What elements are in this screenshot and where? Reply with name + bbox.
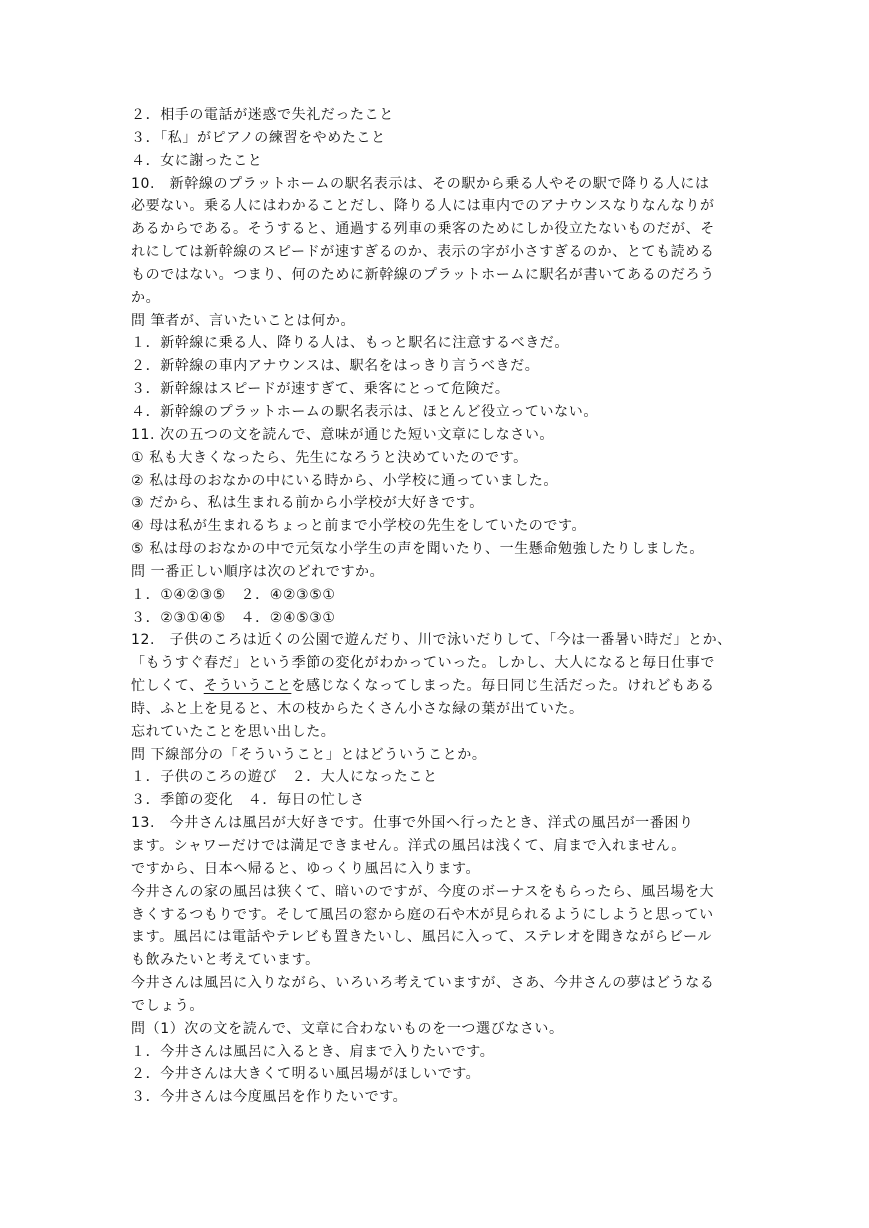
option-line: １．子供のころの遊び ２．大人になったこと [131,769,438,786]
sentence-line: ③ だから、私は生まれる前から小学校が大好きです。 [131,495,484,512]
sentence-line: ① 私も大きくなったら、先生になろうと決めていたのです。 [131,449,528,466]
passage-line: 今井さんは風呂に入りながら、いろいろ考えていますが、さあ、今井さんの夢はどうなる [131,975,715,992]
passage-line: れにしては新幹線のスピードが速すぎるのか、表示の字が小さすぎるのか、とても読める [131,244,715,261]
option-line: ４．女に謝ったこと [131,152,263,169]
passage-line: も飲みたいと考えています。 [131,952,320,969]
passage-line: 必要ない。乗る人にはわかることだし、降りる人には車内でのアナウンスなりなんなりが [131,198,715,215]
passage-line: ですから、日本へ帰ると、ゆっくり風呂に入ります。 [131,860,481,877]
passage-line: か。 [131,289,161,306]
passage-line: あるからである。そうすると、通過する列車の乗客のためにしか役立たないものだが、そ [131,221,715,238]
option-line: ３．季節の変化 ４．毎日の忙しさ [131,792,365,809]
passage-line: ます。風呂には電話やテレビも置きたいし、風呂に入って、ステレオを聞きながらビール [131,929,712,946]
question-line: 問（1）次の文を読んで、文章に合わないものを一つ選びなさい。 [131,1020,564,1037]
text-segment: を感じなくなってしまった。毎日同じ生活だった。けれどもある [291,678,715,695]
passage-line: きくするつもりです。そして風呂の窓から庭の石や木が見られるようにしようと思ってい [131,906,714,923]
option-line: １．①④②③⑤ ２．④②③⑤① [131,586,336,603]
option-line: １．今井さんは風呂に入るとき、肩まで入りたいです。 [131,1043,495,1060]
document-body [131,104,741,1109]
passage-line: 忘れていたことを思い出した。 [131,723,336,740]
option-line: ２．相手の電話が迷惑で失礼だったこと [131,107,394,123]
passage-line: 12. 子供のころは近くの公園で遊んだり、川で泳いだりして、「今は一番暑い時だ」とか、 [131,632,732,649]
question-line: 問 一番正しい順序は次のどれですか。 [131,563,385,580]
text-segment: 忙しくて、 [131,678,204,695]
option-line: ３．②③①④⑤ ４．②④⑤③① [131,609,336,626]
passage-line: 「もうすぐ春だ」という季節の変化がわかっていった。しかし、大人になると毎日仕事で [131,655,715,672]
passage-line: 13. 今井さんは風呂が大好きです。仕事で外国へ行ったとき、洋式の風呂が一番困り [131,815,694,832]
passage-line: ものではない。つまり、何のために新幹線のプラットホームに駅名が書いてあるのだろう [131,266,715,283]
question-line: 問 筆者が、言いたいことは何か。 [131,312,356,329]
passage-line: ます。シャワーだけでは満足できません。洋式の風呂は浅くて、肩まで入れません。 [131,838,686,854]
option-line: １．新幹線に乗る人、降りる人は、もっと駅名に注意するべきだ。 [131,335,569,352]
passage-line: 10. 新幹線のプラットホームの駅名表示は、その駅から乗る人やその駅で降りる人には [131,175,710,192]
option-line: ３．今井さんは今度風呂を作りたいです。 [131,1089,408,1106]
passage-line: でしょう。 [131,997,204,1014]
option-line: ２．新幹線の車内アナウンスは、駅名をはっきり言うべきだ。 [131,358,540,375]
sentence-line: ④ 母は私が生まれるちょっと前まで小学校の先生をしていたのです。 [131,518,587,535]
passage-line: 時、ふと上を見ると、木の枝からたくさん小さな緑の葉が出ていた。 [131,700,584,717]
option-line: ３．新幹線はスピードが速すぎて、乗客にとって危険だ。 [131,381,510,398]
sentence-line: ② 私は母のおなかの中にいる時から、小学校に通っていました。 [131,472,558,489]
option-line: ２．今井さんは大きくて明るい風呂場がほしいです。 [131,1066,481,1083]
question-line: 問 下線部分の「そういうこと」とはどういうことか。 [131,746,487,763]
option-line: ３．「私」がピアノの練習をやめたこと [131,129,386,146]
underlined-phrase: そういうこと [203,678,292,695]
question-heading: 11. 次の五つの文を読んで、意味が通じた短い文章にしなさい。 [131,426,555,443]
option-line: ４．新幹線のプラットホームの駅名表示は、ほとんど役立っていない。 [131,403,598,420]
passage-line-with-underline [131,675,741,698]
sentence-line: ⑤ 私は母のおなかの中で元気な小学生の声を聞いたり、一生懸命勉強したりしました。 [131,541,704,558]
passage-line: 今井さんの家の風呂は狭くて、暗いのですが、今度のボーナスをもらったら、風呂場を大 [131,883,715,900]
